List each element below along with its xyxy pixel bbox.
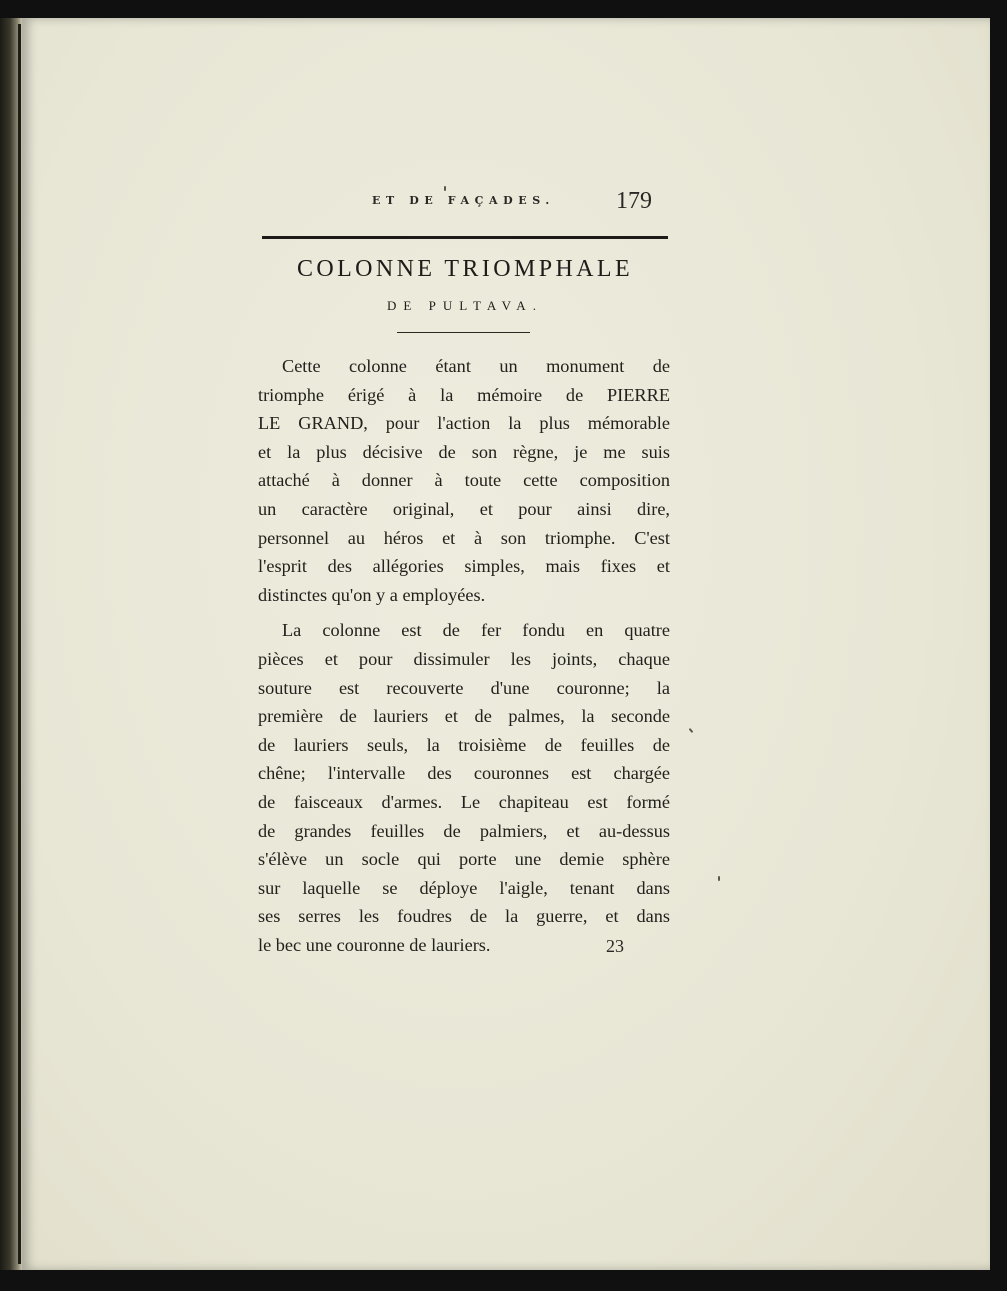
text-line: souture est recouverte d'une couronne; la	[258, 677, 670, 698]
text-line: Cette colonne étant un monument de	[282, 356, 670, 376]
paper-speck	[444, 186, 446, 191]
text-line: de lauriers seuls, la troisième de feuilles de	[258, 734, 670, 755]
paragraph	[258, 616, 670, 959]
text-line: de grandes feuilles de palmiers, et au-dessus	[258, 820, 670, 841]
text-line: pièces et pour dissimuler les joints, chaque	[258, 648, 670, 669]
header-rule	[262, 236, 668, 239]
text-line: LE GRAND, pour l'action la plus mémorable	[258, 413, 670, 434]
text-line: attaché à donner à toute cette composition	[258, 470, 670, 491]
text-line: chêne; l'intervalle des couronnes est chargée	[258, 763, 670, 784]
text-line: La colonne est de fer fondu en quatre	[282, 620, 670, 641]
running-head: ET DE FAÇADES.	[372, 194, 555, 207]
text-line: personnel au héros et à son triomphe. C'est	[258, 527, 670, 548]
text-line: première de lauriers et de palmes, la seconde	[258, 706, 670, 727]
text-line: triomphe érigé à la mémoire de PIERRE	[258, 384, 670, 405]
text-line: s'élève un socle qui porte une demie sphère	[258, 849, 670, 870]
text-line: un caractère original, et pour ainsi dire,	[258, 498, 670, 519]
section-subtitle: DE PULTAVA.	[387, 298, 543, 313]
title-divider	[397, 332, 530, 333]
body-text	[258, 352, 670, 959]
signature-mark: 23	[606, 936, 624, 956]
paper-speck	[718, 876, 720, 881]
text-line: de faisceaux d'armes. Le chapiteau est formé	[258, 791, 670, 812]
section-title: COLONNE TRIOMPHALE	[296, 256, 634, 282]
page-number: 179	[616, 188, 652, 214]
text-line: et la plus décisive de son règne, je me suis	[258, 441, 670, 462]
text-line: l'esprit des allégories simples, mais fixes et	[258, 556, 670, 577]
paper-speck	[689, 728, 694, 733]
text-line: distinctes qu'on y a employées.	[258, 584, 486, 605]
gutter-shadow	[18, 24, 21, 1264]
paragraph-gap	[258, 609, 670, 616]
text-line: le bec une couronne de lauriers.	[258, 934, 491, 955]
paragraph	[258, 352, 670, 609]
text-line: ses serres les foudres de la guerre, et dans	[258, 906, 670, 927]
text-line: sur laquelle se déploye l'aigle, tenant dans	[258, 877, 670, 898]
